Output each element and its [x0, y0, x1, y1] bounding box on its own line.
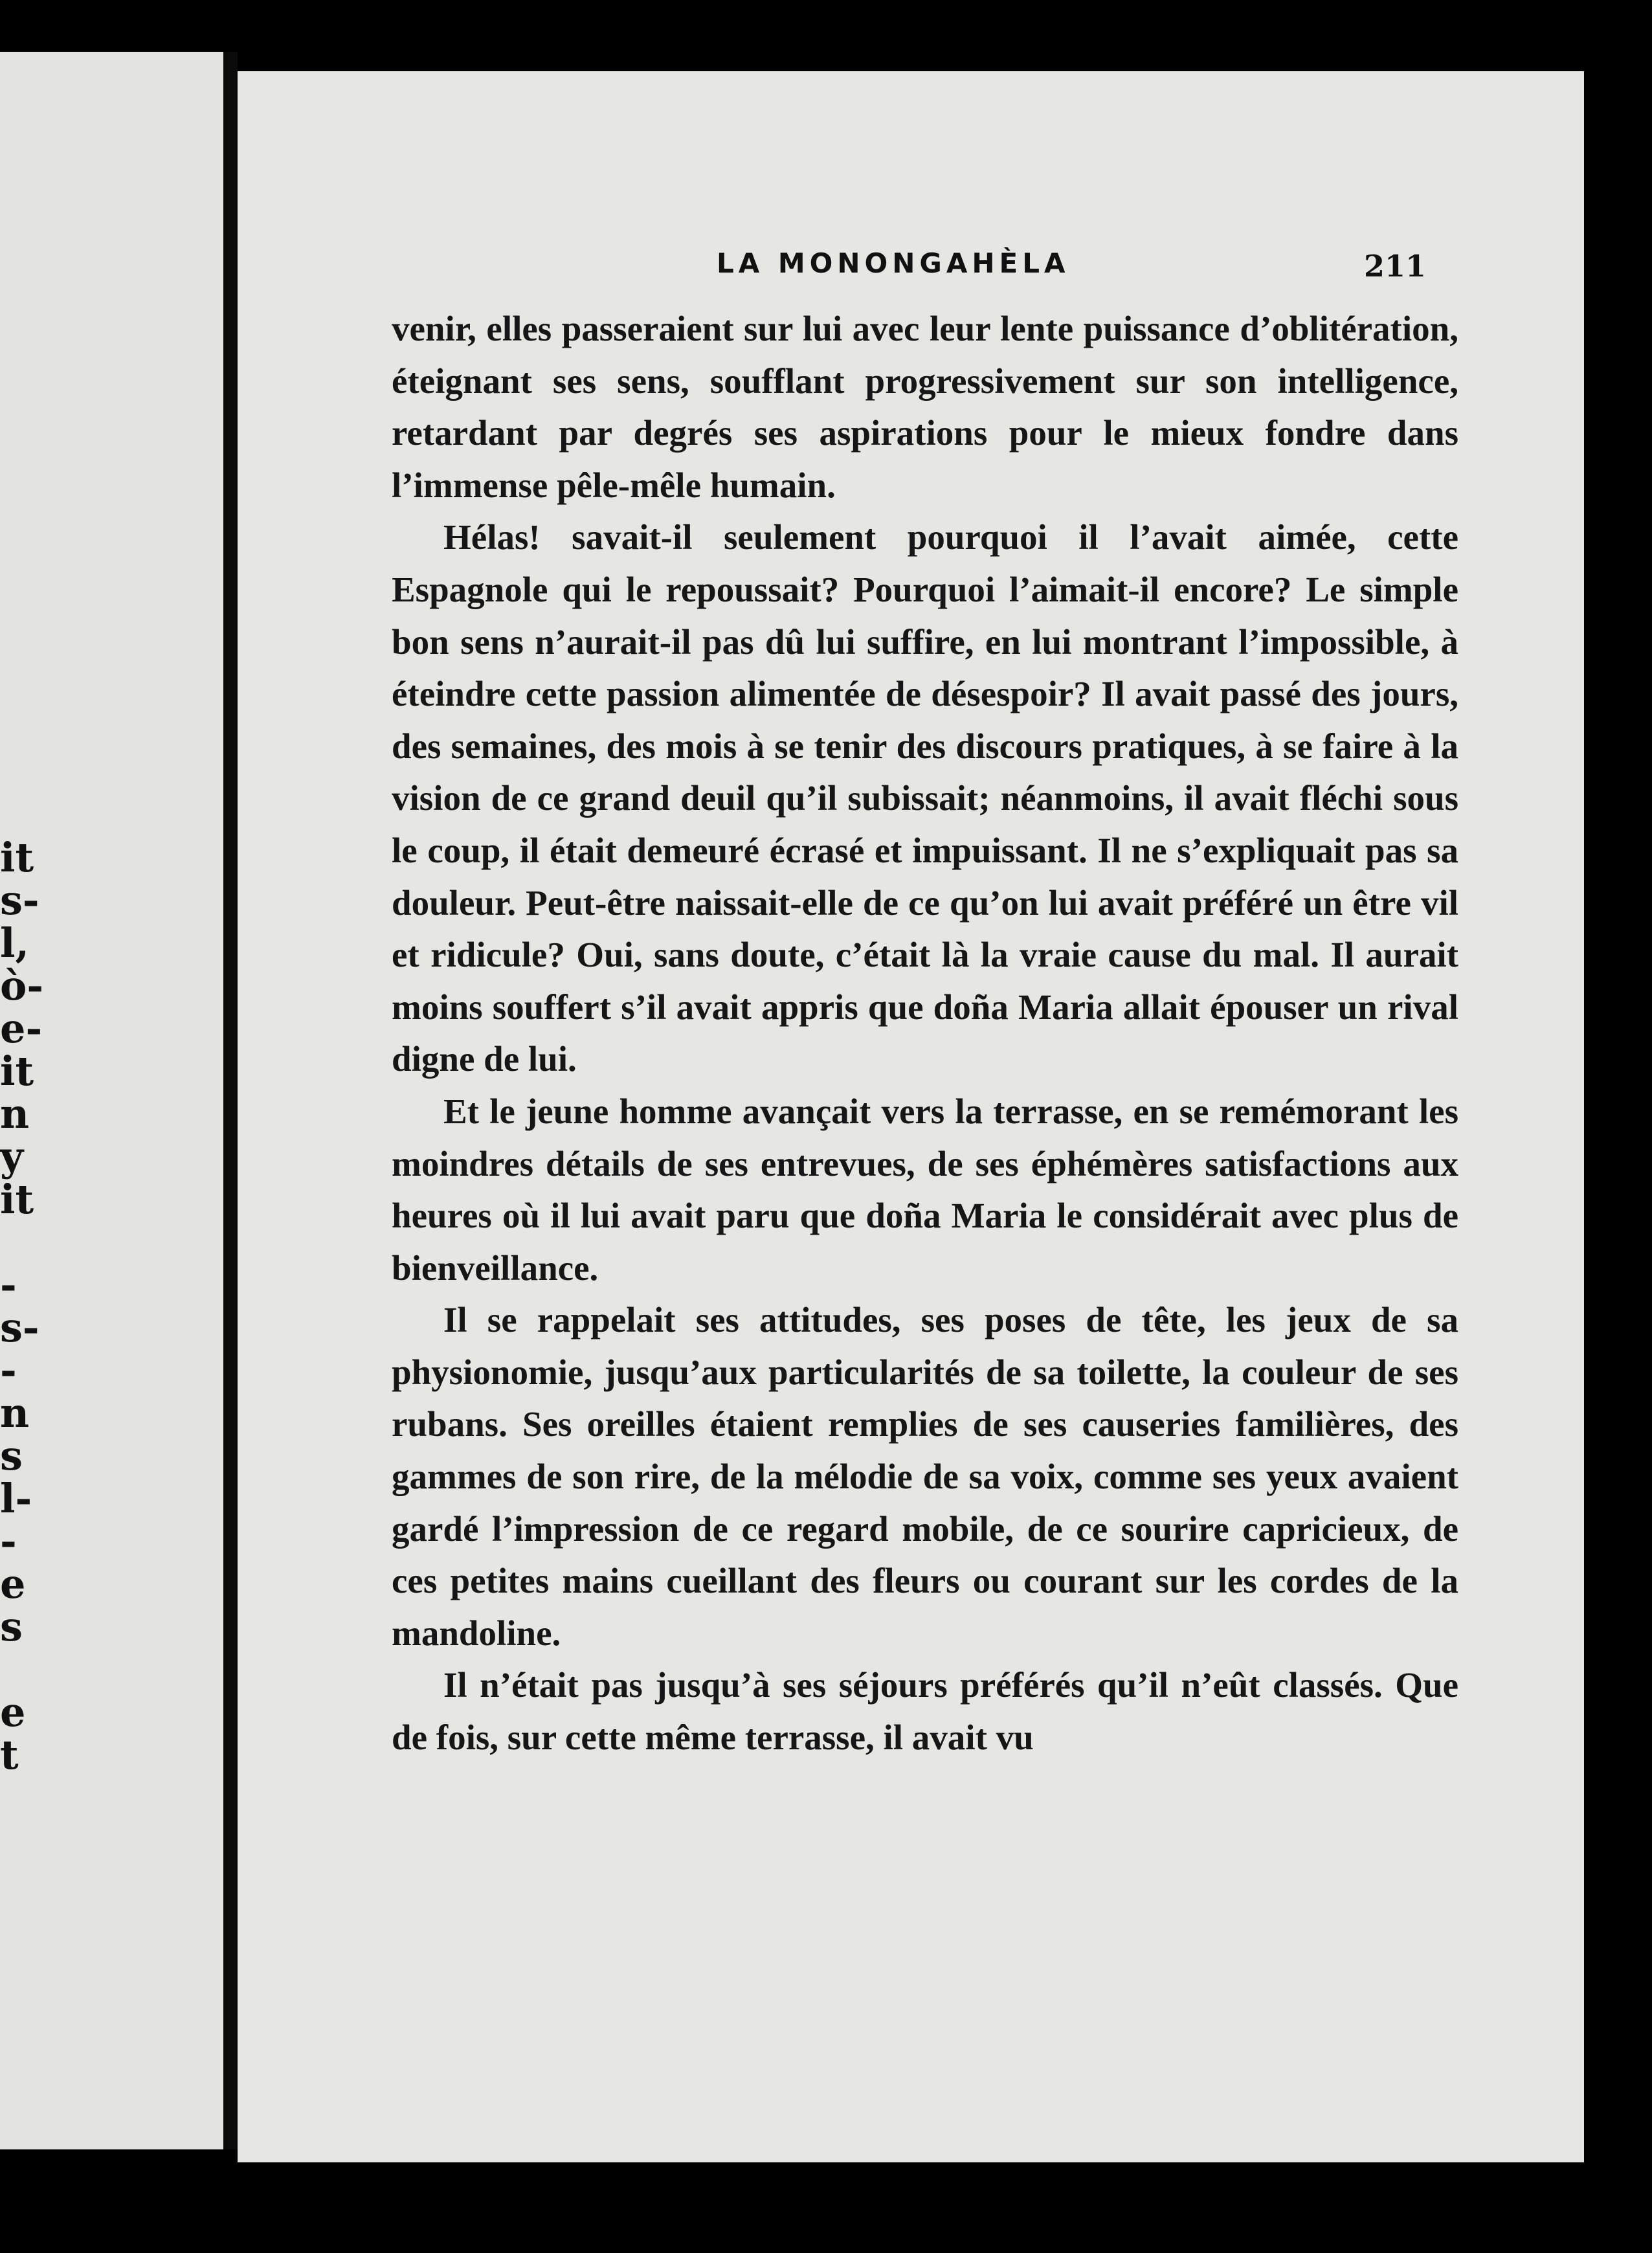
- paragraph: Et le jeune homme avançait vers la terrasse, en se remémorant les moindres détails de ses entrevues, de ses éphémères satisfactions aux heures où il lui avait paru que doña Maria le considérait avec plus de bienveillance.: [392, 1091, 1458, 1288]
- left-fragment: e-: [0, 1005, 43, 1052]
- left-fragment: s-: [0, 877, 39, 924]
- left-fragment: it: [0, 1048, 34, 1095]
- left-fragment: it: [0, 1176, 34, 1223]
- left-fragment: e: [0, 1560, 26, 1608]
- book-page: [238, 71, 1584, 2162]
- left-fragment: s: [0, 1432, 23, 1479]
- left-fragment: [0, 1221, 58, 1264]
- left-fragment: n: [0, 1389, 30, 1437]
- left-fragment: [0, 1648, 58, 1691]
- body-text: [392, 303, 1458, 1764]
- paragraph: Il se rappelait ses attitudes, ses poses de tête, les jeux de sa physionomie, jusqu’aux particularités de sa toilette, la couleur de ses rubans. Ses oreilles étaient remplies de ses causeries familières, des gammes de son rire, de la mélodie de sa voix, comme ses yeux avaient gardé l’impression de ce regard mobile, de ce sourire capricieux, de ces petites mains cueillant des fleurs ou courant sur les cordes de la mandoline.: [392, 1300, 1458, 1653]
- paragraph: Il n’était pas jusqu’à ses séjours préférés qu’il n’eût classés. Que de fois, sur cette même terrasse, il avait vu: [392, 1665, 1458, 1758]
- left-fragment: s: [0, 1603, 23, 1650]
- left-fragment: n: [0, 1090, 30, 1138]
- left-page-line-endings: [0, 836, 58, 1777]
- left-fragment: -: [0, 1518, 17, 1565]
- left-facing-page: [0, 52, 223, 2149]
- left-fragment: l-: [0, 1475, 32, 1522]
- page-number: 211: [1364, 249, 1427, 284]
- left-fragment: s-: [0, 1304, 39, 1351]
- left-fragment: -: [0, 1347, 17, 1394]
- paragraph: venir, elles passeraient sur lui avec leur lente puissance d’oblitération, éteignant ses sens, soufflant progressivement sur son intelligence, retardant par degrés ses aspirations pour le mieux fondre dans l’immense pêle-mêle humain.: [392, 309, 1458, 505]
- paragraph: Hélas! savait-il seulement pourquoi il l’avait aimée, cette Espagnole qui le repoussait? Pourquoi l’aimait-il encore? Le simple bon sens n’aurait-il pas dû lui suffire, en lui montrant l’impossible, à éteindre cette passion alimentée de désespoir? Il avait passé des jours, des semaines, des mois à se tenir des discours pratiques, à se faire à la vision de ce grand deuil qu’il subissait; néanmoins, il avait fléchi sous le coup, il était demeuré écrasé et impuissant. Il ne s’expliquait pas sa douleur. Peut-être naissait-elle de ce qu’on lui avait préféré un être vil et ridicule? Oui, sans doute, c’était là la vraie cause du mal. Il aurait moins souffert s’il avait appris que doña Maria allait épouser un rival digne de lui.: [392, 517, 1458, 1079]
- left-fragment: -: [0, 1261, 17, 1308]
- left-fragment: t: [0, 1731, 19, 1778]
- running-head: [238, 247, 1584, 299]
- left-fragment: y: [0, 1133, 24, 1180]
- book-gutter: [223, 52, 238, 2149]
- left-fragment: it: [0, 834, 34, 881]
- left-fragment: e: [0, 1688, 26, 1736]
- left-fragment: ò-: [0, 962, 44, 1009]
- running-title: LA MONONGAHÈLA: [717, 247, 1070, 279]
- left-fragment: l,: [0, 919, 30, 967]
